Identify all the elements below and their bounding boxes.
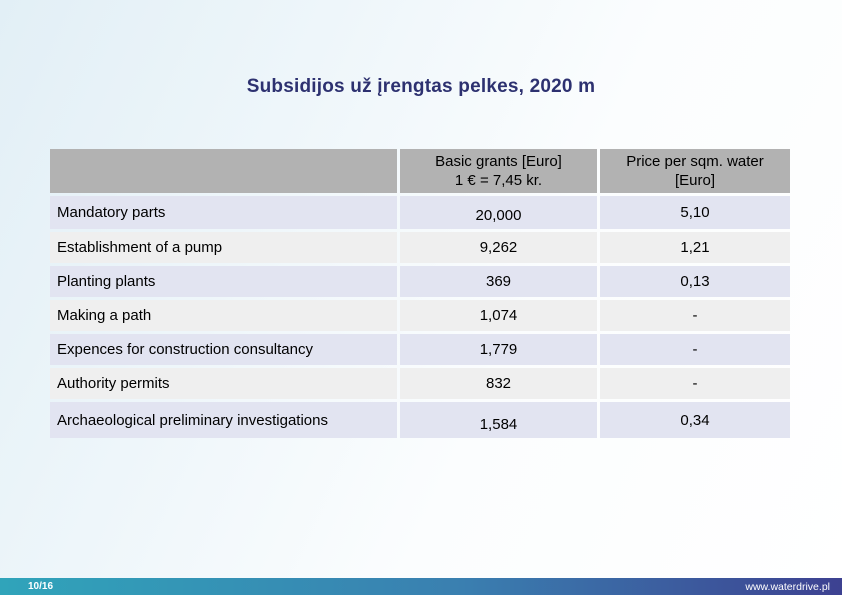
basic-grant-cell: 369 — [400, 266, 597, 297]
price-cell: - — [600, 368, 790, 399]
table-row — [50, 300, 790, 331]
price-cell: - — [600, 300, 790, 331]
header-cell-price-per-sqm — [600, 149, 790, 193]
table-row — [50, 334, 790, 365]
basic-grant-cell: 20,000 — [400, 196, 597, 229]
basic-grant-cell: 1,584 — [400, 402, 597, 438]
price-cell: 0,13 — [600, 266, 790, 297]
row-label-cell: Establishment of a pump — [50, 232, 397, 263]
header-price-line2: [Euro] — [674, 172, 716, 189]
row-label-cell: Mandatory parts — [50, 196, 397, 229]
table-header-row — [50, 149, 790, 193]
basic-grant-cell: 1,779 — [400, 334, 597, 365]
header-cell-basic-grants — [400, 149, 597, 193]
row-label-cell: Archaeological preliminary investigations — [50, 402, 397, 438]
page-number: 10/16 — [28, 581, 54, 592]
price-cell: 0,34 — [600, 402, 790, 438]
row-label-cell: Expences for construction consultancy — [50, 334, 397, 365]
table-row — [50, 196, 790, 229]
header-price-line1: Price per sqm. water — [626, 152, 764, 170]
table-row — [50, 368, 790, 399]
row-label-cell: Planting plants — [50, 266, 397, 297]
table-row — [50, 232, 790, 263]
header-cell-empty — [50, 149, 397, 193]
basic-grant-cell: 1,074 — [400, 300, 597, 331]
row-label-cell: Authority permits — [50, 368, 397, 399]
price-cell: - — [600, 334, 790, 365]
website-link[interactable]: www.waterdrive.pl — [745, 580, 830, 593]
page-title: Subsidijos už įrengtas pelkes, 2020 m — [246, 76, 596, 97]
header-basic-grants-line1: Basic grants [Euro] — [435, 152, 562, 170]
price-cell: 5,10 — [600, 196, 790, 229]
row-label-cell: Making a path — [50, 300, 397, 331]
footer-bar — [0, 578, 842, 595]
price-cell: 1,21 — [600, 232, 790, 263]
table-row — [50, 266, 790, 297]
basic-grant-cell: 9,262 — [400, 232, 597, 263]
table-row — [50, 402, 790, 438]
subsidies-table — [50, 149, 790, 441]
header-basic-grants-line2: 1 € = 7,45 kr. — [454, 172, 543, 189]
basic-grant-cell: 832 — [400, 368, 597, 399]
